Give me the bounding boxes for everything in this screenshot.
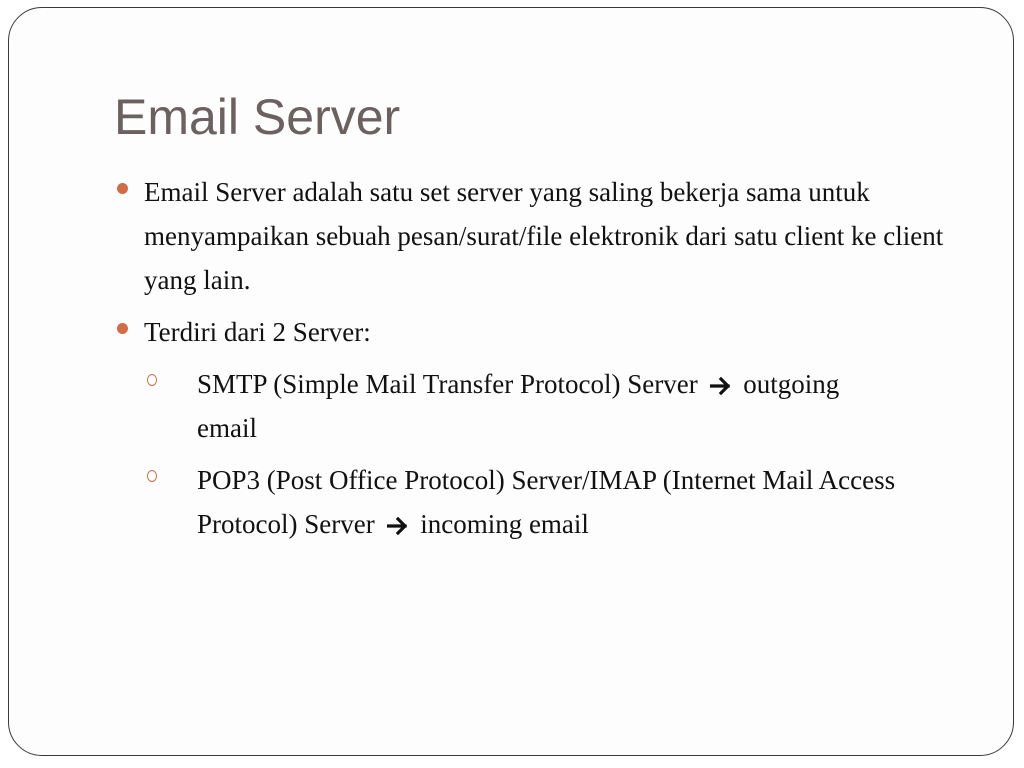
hollow-circle-bullet-icon — [147, 470, 157, 482]
sub-bullet-text-after: incoming email — [420, 509, 589, 539]
bullet-item-definition — [114, 170, 974, 302]
sub-bullet-text-before: POP3 (Post Office Protocol) Server/IMAP (Internet Mail Access Protocol) Server — [197, 465, 896, 539]
bullet-dot-icon — [117, 323, 128, 334]
sub-bullet-text-after: outgoing email — [197, 369, 840, 443]
right-arrow-icon — [387, 516, 409, 536]
bullet-dot-icon — [117, 183, 128, 194]
sub-bullet-smtp — [114, 362, 897, 450]
right-arrow-icon — [710, 376, 732, 396]
bullet-text: Terdiri dari 2 Server: — [144, 317, 371, 347]
sub-bullet-text-before: SMTP (Simple Mail Transfer Protocol) Server — [197, 369, 698, 399]
slide-title: Email Server — [114, 89, 401, 145]
sub-bullet-pop3-imap — [114, 458, 897, 546]
bullet-text: Email Server adalah satu set server yang saling bekerja sama untuk menyampaikan sebuah pesan/surat/file elektronik dari satu client ke client yang lain. — [144, 177, 944, 295]
hollow-circle-bullet-icon — [147, 374, 157, 386]
bullet-item-composition — [114, 310, 974, 354]
slide-content — [114, 170, 974, 554]
